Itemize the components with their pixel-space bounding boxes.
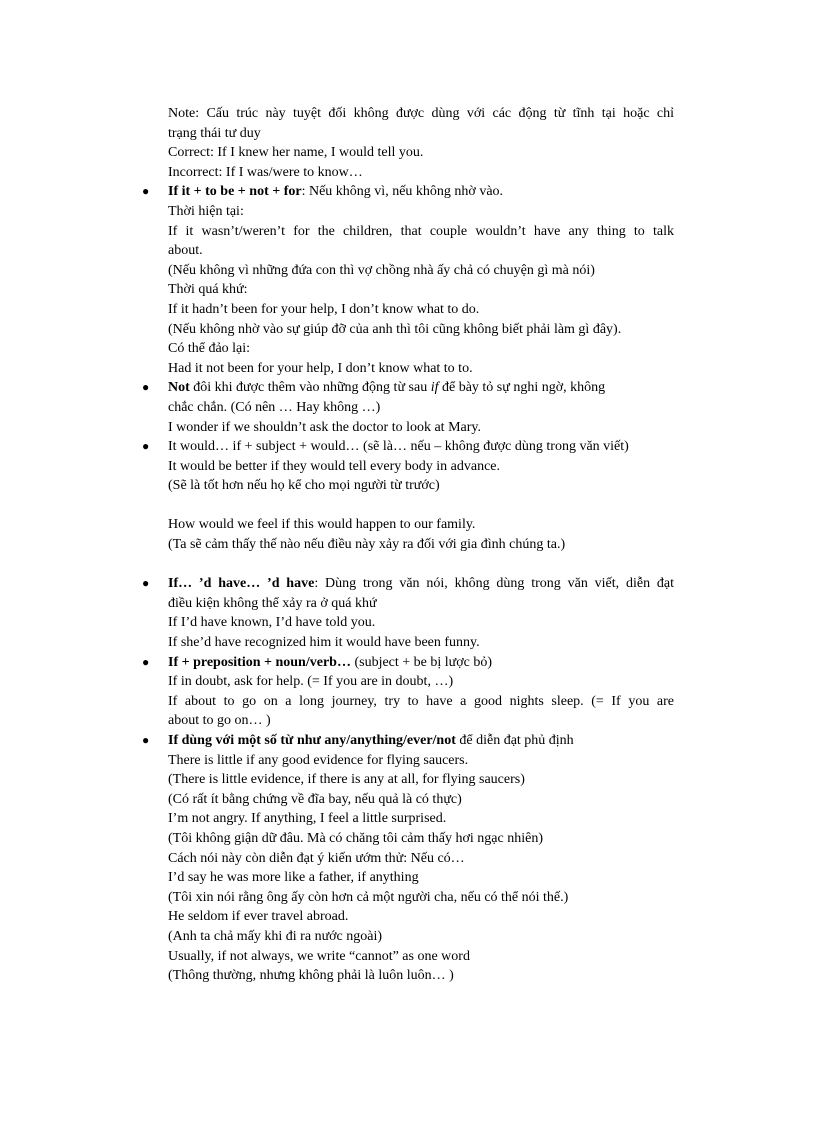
text-run: trạng thái tư duy [168, 125, 261, 141]
text-line [168, 966, 698, 986]
text-run: He seldom if ever travel abroad. [168, 909, 349, 925]
bullet-item-line [142, 574, 674, 594]
text-line [168, 280, 698, 300]
text-run: Incorrect: If I was/were to know… [168, 164, 363, 180]
text-run: : Dùng trong văn nói, không dùng trong văn viết, diễn đạt [314, 576, 674, 592]
text-line [168, 633, 698, 653]
text-run: How would we feel if this would happen to our family. [168, 517, 476, 533]
text-line [168, 241, 698, 261]
text-run: If it hadn’t been for your help, I don’t know what to do. [168, 301, 480, 317]
text-run: about to go on… ) [168, 713, 271, 729]
text-run: để bày tỏ sự nghi ngờ, không [438, 380, 606, 396]
text-line [168, 868, 698, 888]
text-run: There is little if any good evidence for flying saucers. [168, 752, 469, 768]
text-line [168, 672, 698, 692]
blank-line [168, 496, 698, 516]
bullet-item-line [142, 653, 698, 673]
text-run: It would be better if they would tell every body in advance. [168, 458, 501, 474]
bold-text: If + preposition + noun/verb… [168, 654, 351, 670]
text-run: (Tôi xin nói rằng ông ấy còn hơn cả một người cha, nếu có thể nói thế.) [168, 889, 569, 905]
text-run: Cách nói này còn diễn đạt ý kiến ướm thử: Nếu có… [168, 850, 465, 866]
text-run: (Sẽ là tốt hơn nếu họ kể cho mọi người từ trước) [168, 478, 440, 494]
bold-text: If it + to be + not + for [168, 184, 302, 200]
text-run: If about to go on a long journey, try to have a good nights sleep. (= If you are [168, 693, 674, 709]
text-line [168, 163, 698, 183]
text-run: Có thể đảo lại: [168, 341, 251, 357]
text-line [168, 535, 698, 555]
bullet-item-line [142, 378, 698, 398]
bold-text: Not [168, 380, 190, 396]
bullet-item-line [142, 731, 698, 751]
text-run: (Có rất ít bằng chứng về đĩa bay, nếu quả là có thực) [168, 791, 462, 807]
text-line [168, 849, 698, 869]
text-line [168, 143, 698, 163]
text-line [168, 457, 698, 477]
text-line [168, 418, 698, 438]
text-run: It would… if + subject + would… (sẽ là… nếu – không được dùng trong văn viết) [168, 439, 629, 455]
text-line [168, 398, 698, 418]
text-run: (Thông thường, nhưng không phải là luôn luôn… ) [168, 968, 454, 984]
text-line [168, 829, 698, 849]
bullet-icon: ● [142, 576, 150, 591]
bullet-item-line [142, 182, 698, 202]
text-run: (Anh ta chả mấy khi đi ra nước ngoài) [168, 928, 383, 944]
text-run: (subject + be bị lược bỏ) [350, 654, 493, 670]
text-run: I’m not angry. If anything, I feel a little surprised. [168, 811, 447, 827]
text-line [168, 751, 698, 771]
text-run: Note: Cấu trúc này tuyệt đối không được dùng với các động từ tĩnh tại hoặc chỉ [168, 106, 674, 121]
text-run: : Nếu không vì, nếu không nhờ vào. [301, 184, 504, 200]
bullet-icon: ● [142, 380, 150, 395]
text-line [168, 222, 674, 242]
italic-text: if [430, 380, 439, 396]
text-line [168, 339, 698, 359]
text-line [168, 202, 698, 222]
bullet-icon: ● [142, 439, 150, 454]
text-run: (Nếu không vì những đứa con thì vợ chồng nhà ấy chả có chuyện gì mà nói) [168, 262, 595, 278]
bullet-icon: ● [142, 184, 150, 199]
text-line [168, 613, 698, 633]
text-run: điều kiện không thể xảy ra ở quá khứ [168, 595, 377, 611]
text-line [168, 320, 698, 340]
text-run: I wonder if we shouldn’t ask the doctor to look at Mary. [168, 419, 481, 435]
text-line [168, 515, 698, 535]
bold-text: If… ’d have… ’d have [168, 576, 315, 592]
text-run: Usually, if not always, we write “cannot” as one word [168, 948, 470, 964]
text-run: about. [168, 243, 203, 259]
bullet-item-line [142, 437, 698, 457]
text-line [168, 261, 698, 281]
text-line [168, 888, 698, 908]
text-run: (Ta sẽ cảm thấy thế nào nếu điều này xảy ra đối với gia đình chúng ta.) [168, 537, 566, 553]
text-line [168, 692, 674, 712]
text-line [168, 104, 674, 124]
document-body [142, 104, 698, 986]
text-line [168, 359, 698, 379]
text-run: chắc chắn. (Có nên … Hay không …) [168, 399, 381, 415]
text-line [168, 770, 698, 790]
bold-text: If dùng với một số từ như any/anything/ever/not [168, 733, 456, 748]
bullet-icon: ● [142, 654, 150, 669]
text-run: If it wasn’t/weren’t for the children, that couple wouldn’t have any thing to talk [168, 223, 674, 239]
text-line [168, 711, 698, 731]
text-line [168, 947, 698, 967]
text-run: Correct: If I knew her name, I would tell you. [168, 145, 424, 161]
text-line [168, 907, 698, 927]
bullet-icon: ● [142, 733, 150, 747]
text-line [168, 594, 698, 614]
text-line [168, 124, 698, 144]
text-run: If in doubt, ask for help. (= If you are in doubt, …) [168, 674, 454, 690]
text-run: Thời quá khứ: [168, 282, 248, 298]
text-line [168, 809, 698, 829]
text-run: Thời hiện tại: [168, 203, 244, 219]
text-run: (There is little evidence, if there is any at all, for flying saucers) [168, 772, 525, 788]
text-run: để diễn đạt phủ định [455, 733, 574, 748]
text-line [168, 300, 698, 320]
text-run: If I’d have known, I’d have told you. [168, 615, 376, 631]
blank-line [168, 555, 698, 575]
text-run: đôi khi được thêm vào những động từ sau [189, 380, 431, 396]
text-line [168, 790, 698, 810]
text-line [168, 476, 698, 496]
text-run: (Tôi không giận dữ đâu. Mà có chăng tôi cảm thấy hơi ngạc nhiên) [168, 830, 543, 846]
text-run: (Nếu không nhờ vào sự giúp đỡ của anh thì tôi cũng không biết phải làm gì đây). [168, 321, 622, 337]
text-run: I’d say he was more like a father, if anything [168, 870, 419, 886]
text-run: Had it not been for your help, I don’t know what to to. [168, 360, 473, 376]
text-line [168, 927, 698, 947]
text-run: If she’d have recognized him it would have been funny. [168, 635, 480, 651]
